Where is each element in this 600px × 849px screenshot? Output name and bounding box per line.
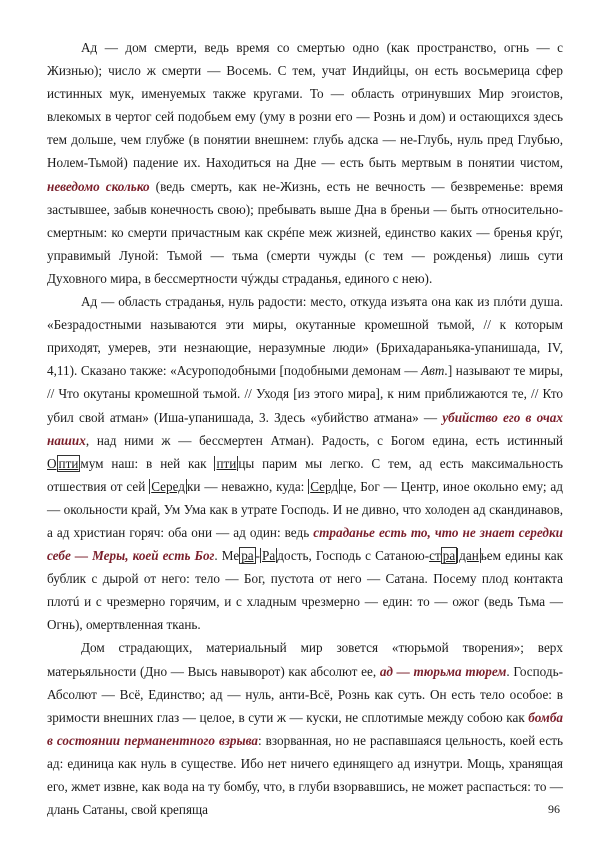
- text-run: , над ними ж — бессмертен Атман). Радость, с Богом едина, есть истинный: [85, 432, 563, 448]
- wordplay-fragment: Серд: [310, 478, 339, 494]
- emphasis-run: бомба в состоянии перманентного взрыва: [47, 709, 563, 748]
- paragraph-hell-area-of-suffering: [47, 290, 563, 636]
- page-number: 96: [548, 802, 560, 816]
- emphasis-run: страданье есть то, что не знает середки себе — Меры, коей есть Бог: [47, 524, 563, 564]
- emphasis-run: ад — тюрьма тюрем: [379, 663, 507, 679]
- text-run: ки — неважно, куда:: [187, 478, 309, 494]
- wordplay-fragment: ра: [442, 548, 456, 564]
- text-run: : взорванная, но не распавшаяся цельность, коей есть ад: единица как нуль в существе. Ибо нет ничего единящего ад изнутри. Мощь, хранящая его, жмет извне, как вода на ту бомбу, что, в глуби взорвавшись, не может распасться: то — длань Сатаны, свой крепяща: [47, 732, 563, 818]
- wordplay-fragment: пти: [216, 455, 237, 471]
- paragraph-house-of-sufferers: [47, 636, 563, 821]
- text-run: (ведь смерть, как не-Жизнь, есть не вечность — безвременье: время застывшее, забыв конечность свою); пребывать выше Дна в бреньи — быть относительно-смертным: ко смерти причастным как скрéпе меж жизней, единство каких — бренья крýг, управимый Луной: Тьмой — тьма (смерти чужды (с тем — рожденья) лишь сути Духовного мира, в бессмертности чýжды страданья, единого с нею).: [47, 178, 564, 286]
- text-run: . Господь-Абсолют — Всё, Единство; ад — нуль, анти-Всё, Рознь как суть. Он есть тело особое: в зримости внешних глаз — целое, в сути ж — куски, не сплотимые между собою как: [47, 663, 564, 725]
- text-run: Ад — область страданья, нуль радости: место, откуда изъята она как из плóти душа. «Безрадостными называются эти миры, окутанные кромешной тьмой, // к которым приходят, умерев, эти незнающие, неразумные люди» (Брихадараньяка-упанишада, IV, 4,11). Сказано также: «Асуроподобными [подобными демонам —: [47, 294, 563, 379]
- text-run: цы парим мы легко. С тем, ад есть максимальность отшествия от сей: [47, 455, 563, 494]
- text-run: Ад — дом смерти, ведь время со смертью одно (как пространство, огнь — с Жизнью); число ж смерти — Восемь. С тем, учат Индийцы, он есть восьмерица сфер истинных мук, именуемых также кругами. То — область отринувших Мир эгоистов, влекомых в чертог сей подобьем ему (уму в розни его — Рознь и дом) и остающихся здесь тем дольше, чем глубже (в понятии внешнем: глубь адска — не-Глубь, нуль пред Глубью, Нолем-Тьмой) падение их. Находиться на Дне — есть быть мертвым в понятии чистом,: [47, 40, 563, 171]
- emphasis-run: неведомо сколько: [47, 178, 150, 194]
- emphasis-run: убийство его в очах наших: [47, 409, 563, 448]
- wordplay-fragment: Серед: [151, 478, 185, 494]
- text-run: це, Бог — Центр, иное окольно ему; ад — окольности край, Ум Ума как в утрате Господь. И не дивно, что холоден ад скандинавов, а ад христиан горяч: оба они — ад один: ведь: [47, 478, 563, 540]
- wordplay-fragment: ст: [429, 548, 441, 564]
- wordplay-fragment: О: [47, 455, 57, 471]
- text-run: -: [255, 548, 261, 564]
- text-run: ] называют те миры, // Что окутаны кромешной тьмой. // Уходя [из этого мира], к ним приближаются те, // Кто убил свой атман» (Иша-упанишада, 3. Здесь «убийство атмана» —: [47, 363, 563, 425]
- wordplay-fragment: дан: [459, 548, 479, 564]
- author-note: Авт.: [421, 363, 448, 379]
- text-run: ьем едины как бублик с дырой от него: тело — Бог, пустота от него — Сатана. Посему плод контакта плотú и с чрезмерно горячим, и с хладным чрезмерно — един: то — ожог (ведь Тьма — Огнь), омертвленная ткань.: [47, 548, 563, 633]
- text-run: Дом страдающих, материальный мир зовется «тюрьмой творения»; верх матерьяльности (Дно — Высь навыворот) как абсолют ее,: [47, 640, 563, 679]
- wordplay-fragment: Ра: [262, 548, 276, 564]
- text-run: . Ме: [214, 548, 240, 564]
- text-run: мум наш: в ней как: [80, 455, 215, 471]
- text-run: дость, Господь с Сатаною-: [277, 548, 430, 564]
- wordplay-fragment: пти: [58, 455, 79, 471]
- document-page: [47, 36, 563, 821]
- wordplay-fragment: ра: [241, 548, 254, 564]
- paragraph-hell-house-of-death: [47, 36, 563, 290]
